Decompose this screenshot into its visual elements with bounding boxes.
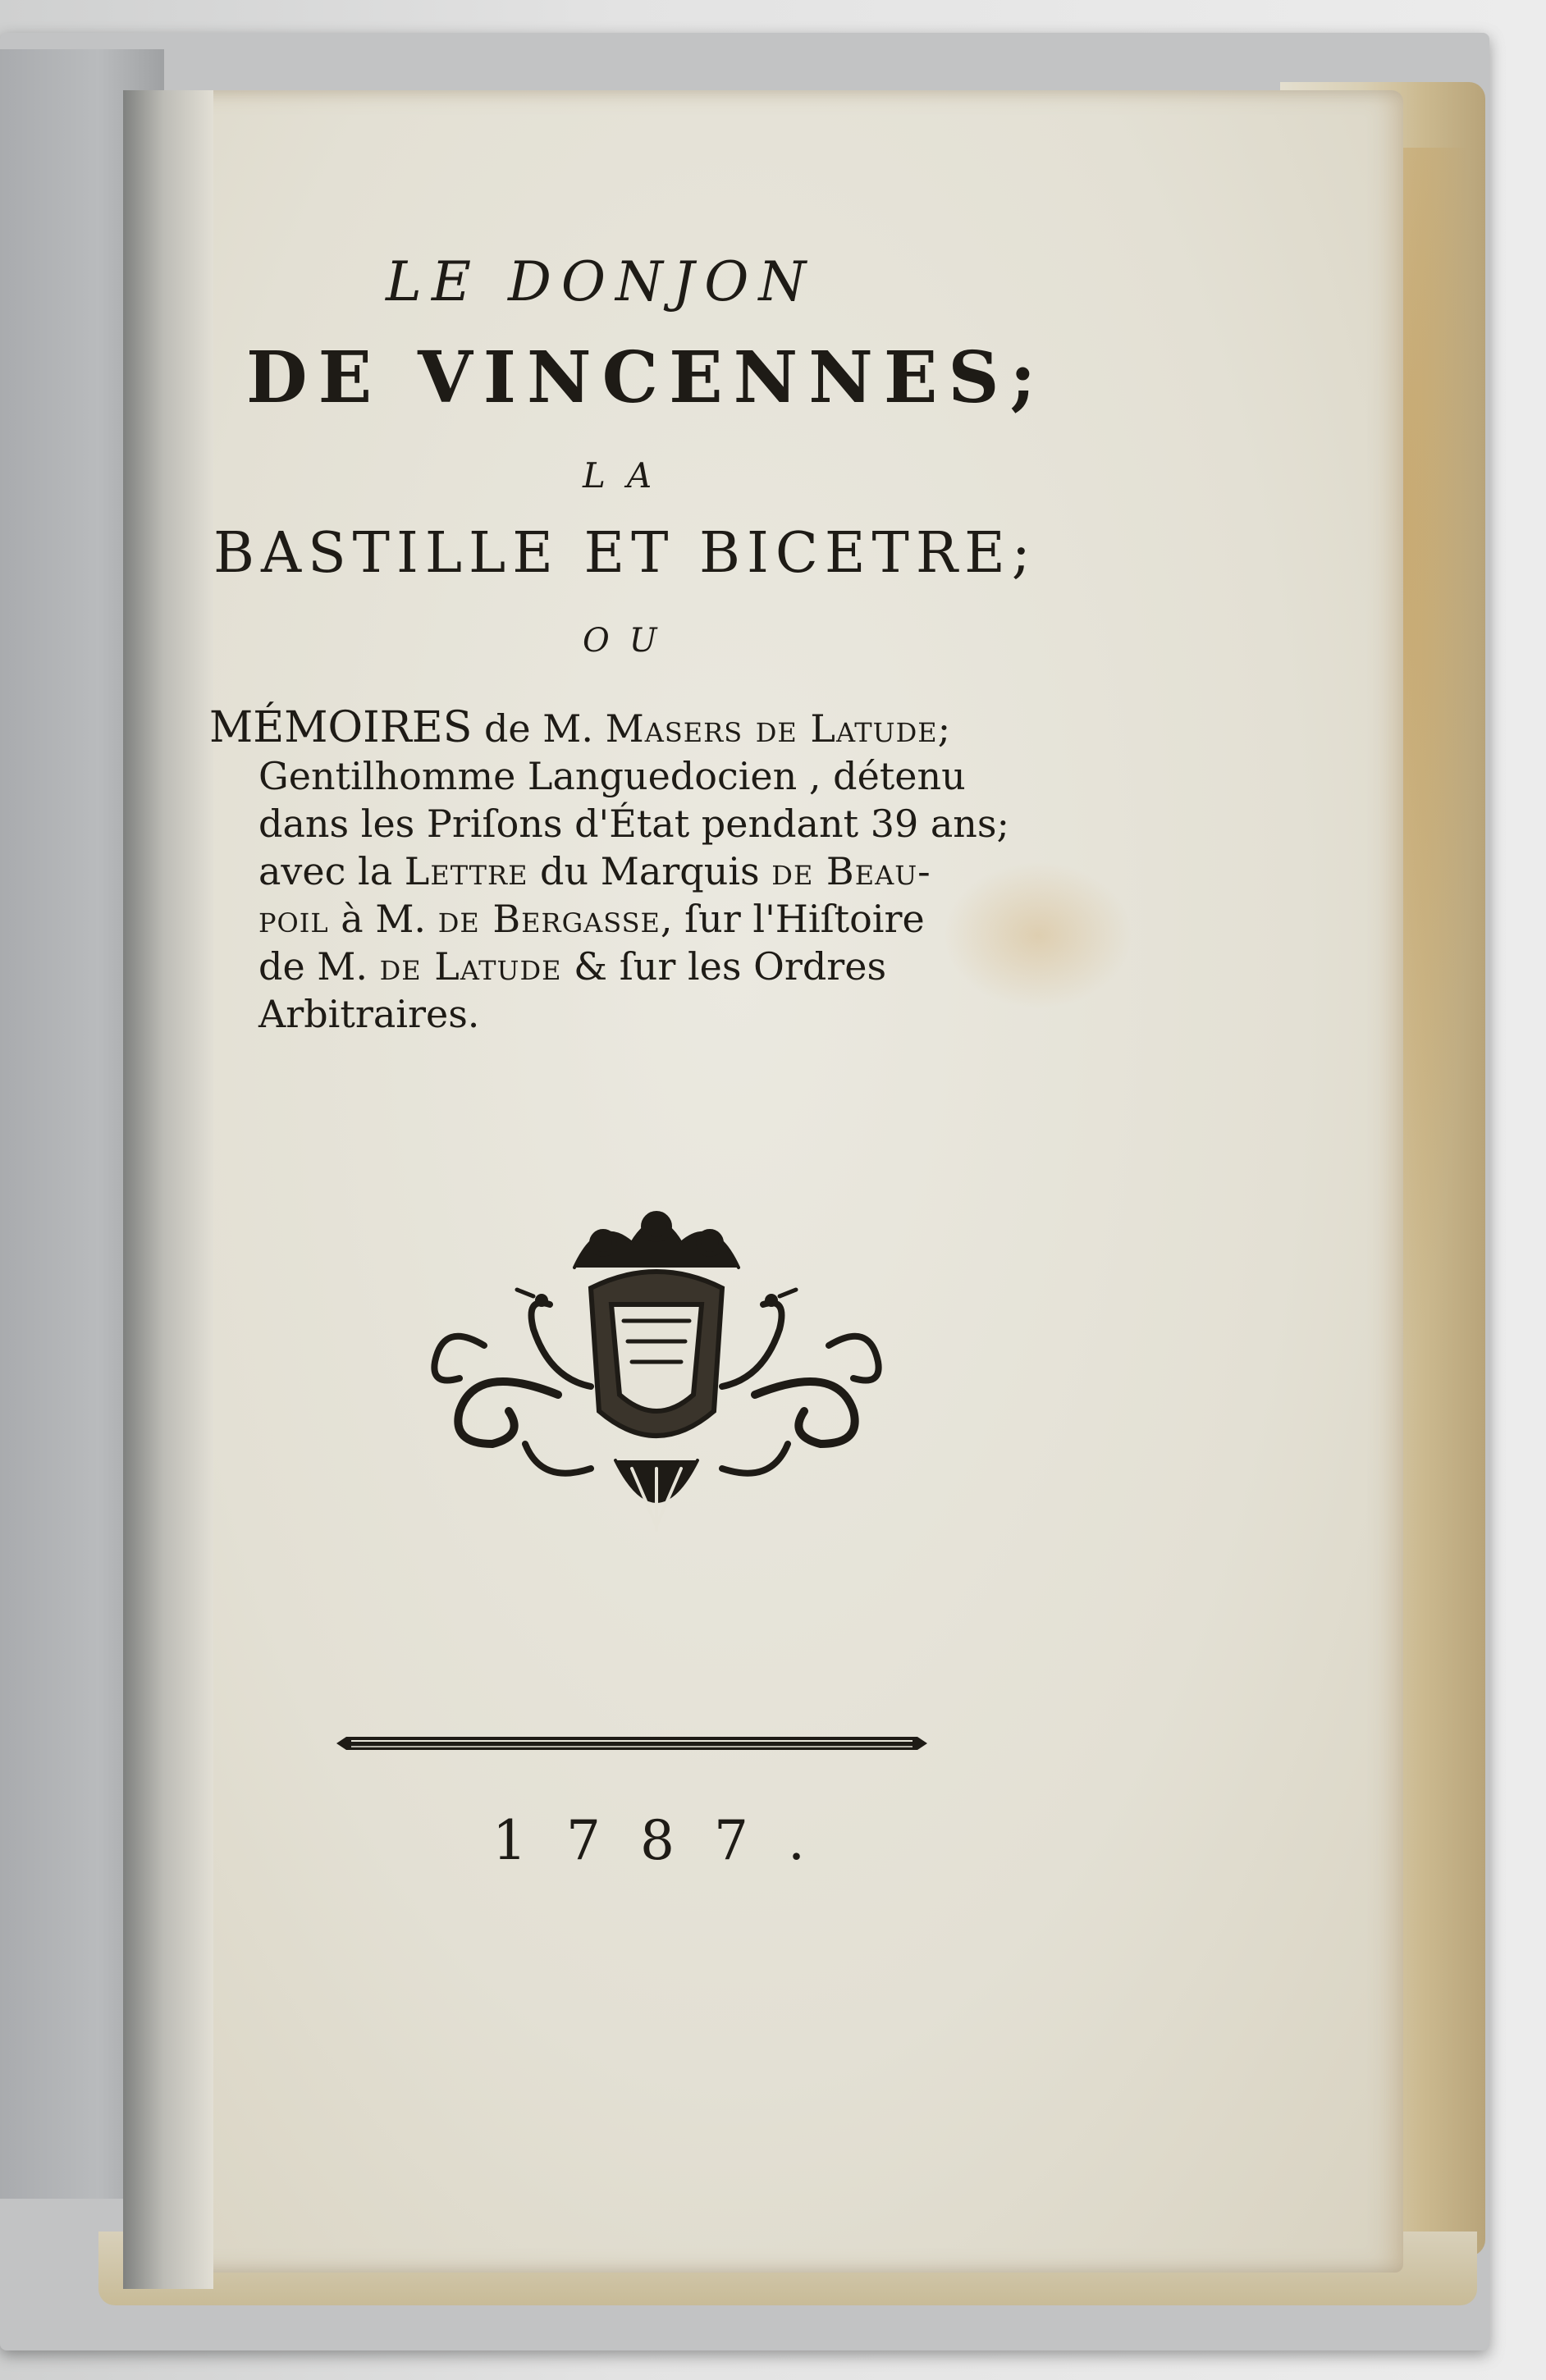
memoirs-line-6 [209, 943, 1059, 990]
bergasse-name: de Bergasse [437, 897, 661, 941]
beaupoil-name: de Beau- [771, 849, 931, 893]
memoirs-heading: MÉMOIRES [209, 703, 473, 752]
beaupoil-name-cont: poil [258, 897, 329, 941]
memoirs-text: de M. [258, 944, 368, 989]
memoirs-description [209, 704, 1059, 1038]
memoirs-line-3: dans les Priſons d'État pendant 39 ans; [258, 802, 1010, 846]
memoirs-text: , ſur l'Hiſtoire [660, 897, 925, 941]
memoirs-text: & ſur les Ordres [574, 944, 887, 989]
memoirs-line-4 [209, 847, 1059, 895]
memoirs-line-2: Gentilhomme Languedocien , détenu [258, 754, 966, 798]
publication-year: 1787. [492, 1809, 844, 1872]
ornamental-vignette-icon [427, 1198, 886, 1542]
double-rule-divider [335, 1727, 929, 1760]
title-line-4: BASTILLE ET BICETRE; [213, 521, 1037, 586]
gutter [123, 90, 213, 2289]
title-line-1: LE DONJON [386, 250, 816, 313]
memoirs-text: avec la [258, 849, 393, 893]
latude-name: de Latude [379, 944, 562, 989]
memoirs-line-7: Arbitraires. [258, 992, 480, 1036]
memoirs-line-1 [209, 704, 1059, 752]
title-line-2: DE VINCENNES; [246, 336, 1047, 419]
lettre-word: Lettre [404, 849, 528, 893]
memoirs-de: de M. [483, 706, 593, 751]
memoirs-punct: ; [937, 706, 951, 751]
memoirs-text: du Marquis [540, 849, 760, 893]
memoirs-text: à M. [341, 897, 427, 941]
title-line-5: OU [583, 622, 677, 660]
title-line-3: LA [583, 455, 674, 496]
memoirs-line-5 [209, 895, 1059, 943]
author-name: Masers de Latude [605, 706, 938, 751]
